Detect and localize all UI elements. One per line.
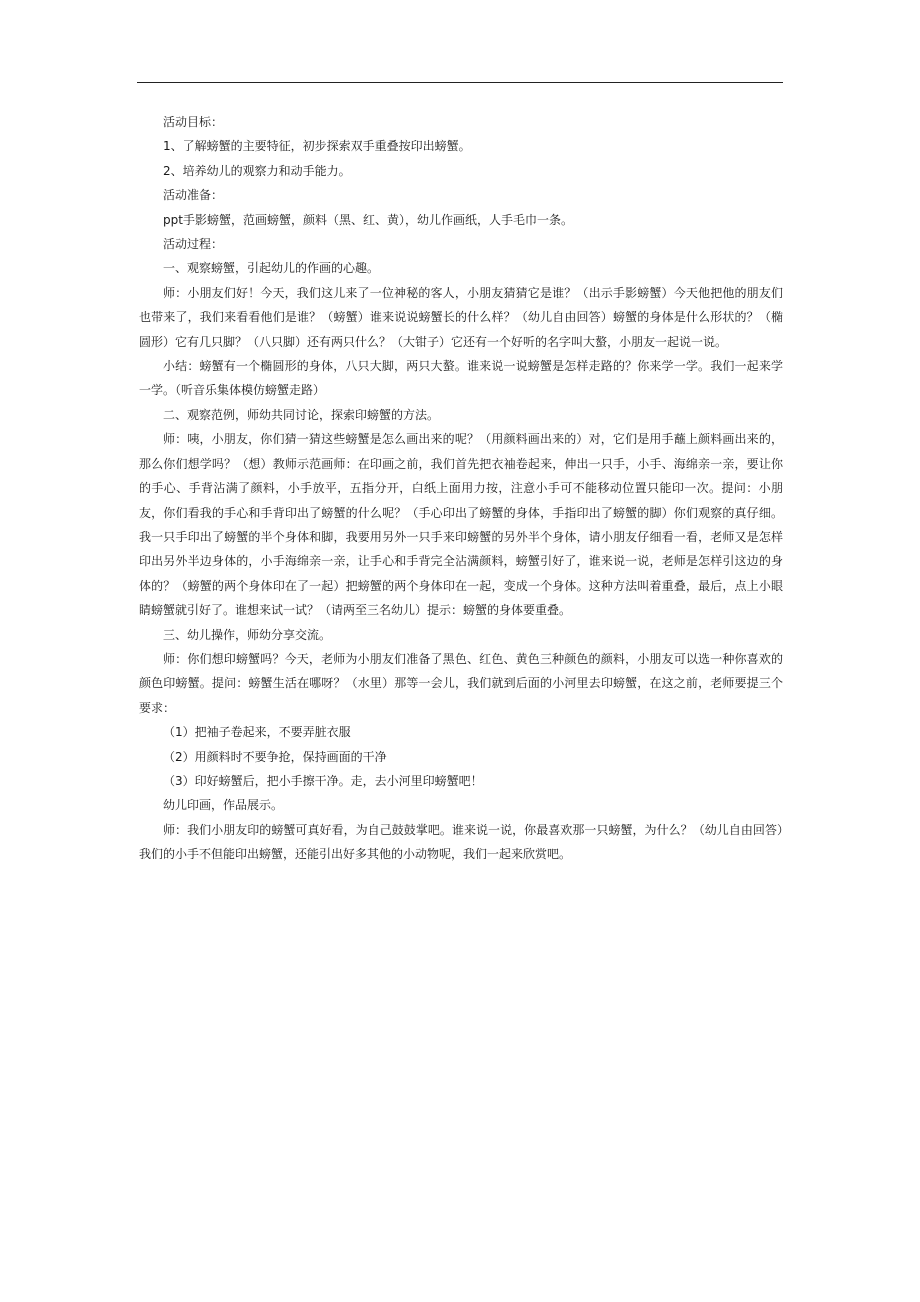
requirement-2: （2）用颜料时不要争抢，保持画面的干净 <box>163 749 387 764</box>
document-body <box>139 110 783 867</box>
header-rule <box>137 82 783 83</box>
step-1-dialogue: 师：小朋友们好！今天，我们这儿来了一位神秘的客人，小朋友猜猜它是谁？（出示手影螃蟹）今天他把他的朋友们也带来了，我们来看看他们是谁？（螃蟹）谁来说说螃蟹长的什么样？（幼儿自由回答）螃蟹的身体是什么形状的？（椭圆形）它有几只脚？（八只脚）还有两只什么？（大钳子）它还有一个好听的名字叫大螯，小朋友一起说一说。 <box>139 285 783 349</box>
step-3-heading: 三、幼儿操作，师幼分享交流。 <box>163 627 332 642</box>
objective-1: 1、了解螃蟹的主要特征，初步探索双手重叠按印出螃蟹。 <box>163 139 471 154</box>
step-2-dialogue: 师：咦，小朋友，你们猜一猜这些螃蟹是怎么画出来的呢？（用颜料画出来的）对，它们是用手蘸上颜料画出来的，那么你们想学吗？（想）教师示范画师：在印画之前，我们首先把衣袖卷起来，伸出一只手，小手、海绵亲一亲，要让你的手心、手背沾满了颜料，小手放平，五指分开，白纸上面用力按，注意小手可不能移动位置只能印一次。提问：小朋友，你们看我的手心和手背印出了螃蟹的什么呢？（手心印出了螃蟹的身体，手指印出了螃蟹的脚）你们观察的真仔细。我一只手印出了螃蟹的半个身体和脚，我要用另外一只手来印螃蟹的另外半个身体，请小朋友仔细看一看，老师又是怎样印出另外半边身体的，小手海绵亲一亲，让手心和手背完全沾满颜料，螃蟹引好了，谁来说一说，老师是怎样引这边的身体的？（螃蟹的两个身体印在了一起）把螃蟹的两个身体印在一起，变成一个身体。这种方法叫着重叠，最后，点上小眼睛螃蟹就引好了。谁想来试一试？（请两至三名幼儿）提示：螃蟹的身体要重叠。 <box>139 432 783 618</box>
heading-process: 活动过程： <box>163 237 224 252</box>
step-1-heading: 一、观察螃蟹，引起幼儿的作画的心趣。 <box>163 261 380 276</box>
step-2-heading: 二、观察范例，师幼共同讨论，探索印螃蟹的方法。 <box>163 407 440 422</box>
requirement-1: （1）把袖子卷起来，不要弄脏衣服 <box>163 725 351 740</box>
step-3-dialogue: 师：你们想印螃蟹吗？今天，老师为小朋友们准备了黑色、红色、黄色三种颜色的颜料，小朋友可以选一种你喜欢的颜色印螃蟹。提问：螃蟹生活在哪呀？（水里）那等一会儿，我们就到后面的小河里去印螃蟹，在这之前，老师要提三个要求： <box>139 651 783 715</box>
step-1-summary: 小结：螃蟹有一个椭圆形的身体，八只大脚，两只大螯。谁来说一说螃蟹是怎样走路的？你来学一学。我们一起来学一学。（听音乐集体模仿螃蟹走路） <box>139 359 783 398</box>
activity-display: 幼儿印画，作品展示。 <box>163 798 284 813</box>
preparation-text: ppt手影螃蟹，范画螃蟹，颜料（黑、红、黄），幼儿作画纸，人手毛巾一条。 <box>163 212 573 227</box>
requirement-3: （3）印好螃蟹后，把小手擦干净。走，去小河里印螃蟹吧！ <box>163 773 483 788</box>
heading-preparation: 活动准备： <box>163 188 224 203</box>
objective-2: 2、培养幼儿的观察力和动手能力。 <box>163 163 351 178</box>
heading-objectives: 活动目标： <box>163 115 224 129</box>
closing-dialogue: 师：我们小朋友印的螃蟹可真好看，为自己鼓鼓掌吧。谁来说一说，你最喜欢那一只螃蟹，为什么？（幼儿自由回答）我们的小手不但能印出螃蟹，还能引出好多其他的小动物呢，我们一起来欣赏吧。 <box>139 822 783 862</box>
